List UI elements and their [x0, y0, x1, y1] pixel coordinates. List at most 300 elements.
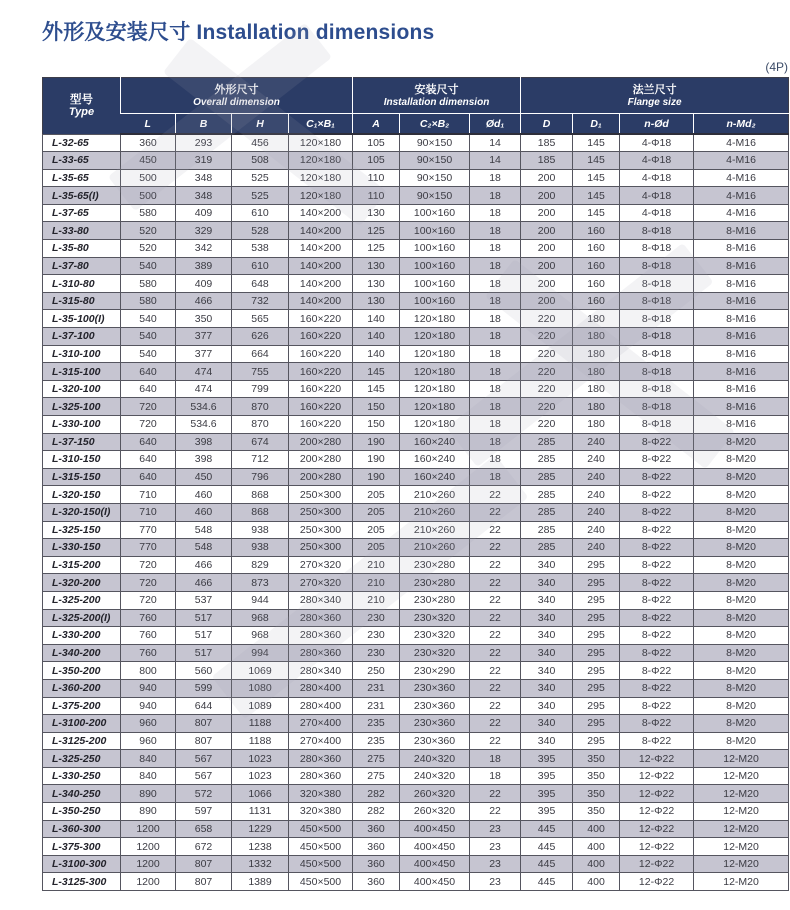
value-cell: 840	[121, 767, 176, 785]
value-cell: 110	[353, 169, 400, 187]
value-cell: 250×300	[289, 486, 353, 504]
value-cell: 517	[176, 609, 232, 627]
table-row	[43, 328, 789, 346]
value-cell: 18	[470, 257, 521, 275]
value-cell: 868	[232, 486, 289, 504]
value-cell: 200	[521, 257, 573, 275]
table-row	[43, 152, 789, 170]
type-cell: L-3125-200	[43, 732, 121, 750]
value-cell: 329	[176, 222, 232, 240]
value-cell: 295	[573, 627, 620, 645]
value-cell: 120×180	[400, 398, 470, 416]
type-cell: L-32-65	[43, 134, 121, 152]
value-cell: 18	[470, 222, 521, 240]
value-cell: 185	[521, 152, 573, 170]
value-cell: 180	[573, 398, 620, 416]
value-cell: 280×340	[289, 662, 353, 680]
value-cell: 540	[121, 328, 176, 346]
value-cell: 870	[232, 398, 289, 416]
value-cell: 120×180	[400, 328, 470, 346]
value-cell: 130	[353, 292, 400, 310]
value-cell: 340	[521, 679, 573, 697]
value-cell: 200	[521, 222, 573, 240]
type-cell: L-325-100	[43, 398, 121, 416]
value-cell: 130	[353, 275, 400, 293]
value-cell: 12-M20	[694, 855, 789, 873]
value-cell: 8-M16	[694, 416, 789, 434]
value-cell: 8-M16	[694, 275, 789, 293]
value-cell: 960	[121, 732, 176, 750]
type-cell: L-37-100	[43, 328, 121, 346]
column-header-B: B	[176, 114, 232, 135]
table-header	[43, 78, 789, 135]
value-cell: 445	[521, 820, 573, 838]
value-cell: 210×260	[400, 539, 470, 557]
value-cell: 160×220	[289, 398, 353, 416]
value-cell: 235	[353, 732, 400, 750]
value-cell: 12-Φ22	[620, 820, 694, 838]
value-cell: 8-M16	[694, 345, 789, 363]
table-row	[43, 363, 789, 381]
value-cell: 8-Φ18	[620, 292, 694, 310]
table-row	[43, 679, 789, 697]
value-cell: 280×360	[289, 627, 353, 645]
value-cell: 90×150	[400, 134, 470, 152]
value-cell: 120×180	[400, 345, 470, 363]
value-cell: 8-Φ22	[620, 644, 694, 662]
value-cell: 350	[573, 750, 620, 768]
value-cell: 275	[353, 750, 400, 768]
value-cell: 580	[121, 292, 176, 310]
value-cell: 460	[176, 503, 232, 521]
value-cell: 230	[353, 627, 400, 645]
value-cell: 8-M20	[694, 715, 789, 733]
table-row	[43, 644, 789, 662]
value-cell: 180	[573, 363, 620, 381]
value-cell: 8-Φ22	[620, 679, 694, 697]
value-cell: 940	[121, 679, 176, 697]
value-cell: 4-M16	[694, 152, 789, 170]
value-cell: 230	[353, 609, 400, 627]
value-cell: 8-M20	[694, 732, 789, 750]
value-cell: 14	[470, 134, 521, 152]
value-cell: 160×220	[289, 310, 353, 328]
value-cell: 282	[353, 803, 400, 821]
group-label-cn: 安装尺寸	[414, 83, 459, 96]
value-cell: 450×500	[289, 838, 353, 856]
value-cell: 340	[521, 574, 573, 592]
header-group-row	[43, 78, 789, 114]
value-cell: 8-Φ22	[620, 732, 694, 750]
value-cell: 540	[121, 257, 176, 275]
value-cell: 567	[176, 767, 232, 785]
value-cell: 22	[470, 591, 521, 609]
value-cell: 250×300	[289, 539, 353, 557]
value-cell: 348	[176, 187, 232, 205]
type-cell: L-3100-200	[43, 715, 121, 733]
value-cell: 8-Φ18	[620, 345, 694, 363]
column-group-overall-dimension	[121, 78, 353, 114]
value-cell: 658	[176, 820, 232, 838]
value-cell: 8-M20	[694, 644, 789, 662]
type-cell: L-320-150	[43, 486, 121, 504]
type-cell: L-325-250	[43, 750, 121, 768]
value-cell: 120×180	[400, 416, 470, 434]
value-cell: 664	[232, 345, 289, 363]
value-cell: 105	[353, 152, 400, 170]
value-cell: 770	[121, 539, 176, 557]
value-cell: 732	[232, 292, 289, 310]
value-cell: 285	[521, 486, 573, 504]
value-cell: 295	[573, 644, 620, 662]
value-cell: 599	[176, 679, 232, 697]
type-cell: L-325-200	[43, 591, 121, 609]
type-cell: L-3100-300	[43, 855, 121, 873]
value-cell: 8-Φ18	[620, 363, 694, 381]
column-group-flange-size	[521, 78, 789, 114]
value-cell: 260×320	[400, 785, 470, 803]
type-cell: L-35-65	[43, 169, 121, 187]
type-cell: L-330-200	[43, 627, 121, 645]
value-cell: 230×360	[400, 697, 470, 715]
value-cell: 280×360	[289, 767, 353, 785]
value-cell: 140×200	[289, 222, 353, 240]
value-cell: 320×380	[289, 785, 353, 803]
value-cell: 968	[232, 609, 289, 627]
value-cell: 8-M20	[694, 468, 789, 486]
value-cell: 540	[121, 345, 176, 363]
value-cell: 8-Φ22	[620, 591, 694, 609]
value-cell: 282	[353, 785, 400, 803]
value-cell: 140	[353, 345, 400, 363]
value-cell: 597	[176, 803, 232, 821]
value-cell: 350	[176, 310, 232, 328]
table-row	[43, 591, 789, 609]
value-cell: 400	[573, 838, 620, 856]
value-cell: 8-M20	[694, 556, 789, 574]
value-cell: 8-M16	[694, 292, 789, 310]
value-cell: 190	[353, 468, 400, 486]
value-cell: 270×320	[289, 574, 353, 592]
value-cell: 340	[521, 591, 573, 609]
value-cell: 22	[470, 679, 521, 697]
value-cell: 240	[573, 503, 620, 521]
value-cell: 205	[353, 521, 400, 539]
value-cell: 450×500	[289, 873, 353, 891]
table-row	[43, 345, 789, 363]
value-cell: 22	[470, 503, 521, 521]
value-cell: 8-Φ22	[620, 662, 694, 680]
value-cell: 960	[121, 715, 176, 733]
group-label-en: Installation dimension	[383, 96, 490, 108]
value-cell: 160×240	[400, 468, 470, 486]
value-cell: 994	[232, 644, 289, 662]
value-cell: 800	[121, 662, 176, 680]
value-cell: 640	[121, 380, 176, 398]
value-cell: 8-M20	[694, 503, 789, 521]
table-row	[43, 662, 789, 680]
value-cell: 500	[121, 187, 176, 205]
value-cell: 145	[573, 134, 620, 152]
value-cell: 870	[232, 416, 289, 434]
value-cell: 150	[353, 416, 400, 434]
value-cell: 8-M20	[694, 662, 789, 680]
value-cell: 220	[521, 380, 573, 398]
value-cell: 145	[573, 187, 620, 205]
value-cell: 240×320	[400, 750, 470, 768]
type-cell: L-325-150	[43, 521, 121, 539]
value-cell: 450	[176, 468, 232, 486]
value-cell: 295	[573, 662, 620, 680]
value-cell: 210	[353, 574, 400, 592]
value-cell: 280×360	[289, 750, 353, 768]
value-cell: 240	[573, 468, 620, 486]
value-cell: 8-Φ18	[620, 398, 694, 416]
table-row	[43, 838, 789, 856]
column-header-n-od: n-Ød	[620, 114, 694, 135]
value-cell: 100×160	[400, 240, 470, 258]
value-cell: 12-M20	[694, 750, 789, 768]
value-cell: 18	[470, 433, 521, 451]
value-cell: 230×280	[400, 556, 470, 574]
value-cell: 8-Φ22	[620, 609, 694, 627]
value-cell: 840	[121, 750, 176, 768]
value-cell: 270×320	[289, 556, 353, 574]
type-cell: L-315-200	[43, 556, 121, 574]
value-cell: 8-M20	[694, 433, 789, 451]
value-cell: 18	[470, 750, 521, 768]
value-cell: 14	[470, 152, 521, 170]
value-cell: 672	[176, 838, 232, 856]
table-row	[43, 275, 789, 293]
value-cell: 445	[521, 855, 573, 873]
value-cell: 4-Φ18	[620, 134, 694, 152]
type-cell: L-33-65	[43, 152, 121, 170]
value-cell: 12-Φ22	[620, 838, 694, 856]
value-cell: 140×200	[289, 275, 353, 293]
value-cell: 4-Φ18	[620, 204, 694, 222]
column-header-L: L	[121, 114, 176, 135]
value-cell: 8-Φ18	[620, 222, 694, 240]
value-cell: 360	[353, 873, 400, 891]
value-cell: 445	[521, 838, 573, 856]
value-cell: 18	[470, 292, 521, 310]
value-cell: 120×180	[400, 380, 470, 398]
group-label-cn: 法兰尺寸	[632, 83, 677, 96]
pole-note: (4P)	[765, 60, 788, 74]
value-cell: 712	[232, 451, 289, 469]
table-row	[43, 134, 789, 152]
value-cell: 100×160	[400, 257, 470, 275]
value-cell: 8-Φ22	[620, 715, 694, 733]
value-cell: 18	[470, 275, 521, 293]
value-cell: 360	[353, 855, 400, 873]
value-cell: 890	[121, 785, 176, 803]
value-cell: 210	[353, 591, 400, 609]
value-cell: 230×280	[400, 591, 470, 609]
value-cell: 525	[232, 169, 289, 187]
value-cell: 90×150	[400, 169, 470, 187]
value-cell: 720	[121, 591, 176, 609]
value-cell: 710	[121, 503, 176, 521]
value-cell: 160	[573, 292, 620, 310]
value-cell: 285	[521, 433, 573, 451]
table-row	[43, 820, 789, 838]
value-cell: 770	[121, 521, 176, 539]
value-cell: 185	[521, 134, 573, 152]
value-cell: 340	[521, 627, 573, 645]
value-cell: 18	[470, 169, 521, 187]
value-cell: 22	[470, 662, 521, 680]
value-cell: 720	[121, 398, 176, 416]
value-cell: 230×320	[400, 627, 470, 645]
value-cell: 534.6	[176, 416, 232, 434]
value-cell: 22	[470, 486, 521, 504]
value-cell: 140	[353, 328, 400, 346]
value-cell: 22	[470, 609, 521, 627]
type-cell: L-33-80	[43, 222, 121, 240]
value-cell: 285	[521, 503, 573, 521]
value-cell: 8-Φ22	[620, 556, 694, 574]
value-cell: 1200	[121, 820, 176, 838]
value-cell: 409	[176, 275, 232, 293]
value-cell: 626	[232, 328, 289, 346]
value-cell: 205	[353, 539, 400, 557]
value-cell: 610	[232, 204, 289, 222]
value-cell: 1188	[232, 715, 289, 733]
value-cell: 8-Φ22	[620, 451, 694, 469]
type-cell: L-35-80	[43, 240, 121, 258]
type-cell: L-320-100	[43, 380, 121, 398]
value-cell: 1200	[121, 873, 176, 891]
value-cell: 720	[121, 556, 176, 574]
type-cell: L-3125-300	[43, 873, 121, 891]
value-cell: 4-M16	[694, 134, 789, 152]
column-header-n-Md2: n-Md₂	[694, 114, 789, 135]
value-cell: 230×290	[400, 662, 470, 680]
value-cell: 230×360	[400, 679, 470, 697]
value-cell: 250×300	[289, 503, 353, 521]
value-cell: 18	[470, 398, 521, 416]
type-cell: L-37-65	[43, 204, 121, 222]
type-cell: L-360-200	[43, 679, 121, 697]
value-cell: 23	[470, 855, 521, 873]
value-cell: 873	[232, 574, 289, 592]
column-header-C1xB1: C₁×B₁	[289, 114, 353, 135]
value-cell: 8-M20	[694, 539, 789, 557]
value-cell: 210×260	[400, 503, 470, 521]
value-cell: 348	[176, 169, 232, 187]
table-row	[43, 503, 789, 521]
value-cell: 720	[121, 574, 176, 592]
value-cell: 445	[521, 873, 573, 891]
value-cell: 22	[470, 803, 521, 821]
value-cell: 295	[573, 697, 620, 715]
table-row	[43, 609, 789, 627]
value-cell: 18	[470, 468, 521, 486]
catalog-page	[42, 16, 788, 891]
value-cell: 398	[176, 433, 232, 451]
value-cell: 8-M16	[694, 328, 789, 346]
value-cell: 120×180	[400, 363, 470, 381]
value-cell: 755	[232, 363, 289, 381]
value-cell: 456	[232, 134, 289, 152]
value-cell: 200	[521, 240, 573, 258]
value-cell: 340	[521, 556, 573, 574]
type-cell: L-325-200(I)	[43, 609, 121, 627]
value-cell: 320×380	[289, 803, 353, 821]
table-row	[43, 556, 789, 574]
value-cell: 319	[176, 152, 232, 170]
value-cell: 145	[573, 204, 620, 222]
value-cell: 8-Φ18	[620, 416, 694, 434]
value-cell: 22	[470, 521, 521, 539]
value-cell: 8-M20	[694, 591, 789, 609]
value-cell: 285	[521, 468, 573, 486]
value-cell: 260×320	[400, 803, 470, 821]
value-cell: 395	[521, 750, 573, 768]
table-row	[43, 468, 789, 486]
value-cell: 285	[521, 521, 573, 539]
value-cell: 538	[232, 240, 289, 258]
value-cell: 130	[353, 257, 400, 275]
value-cell: 572	[176, 785, 232, 803]
value-cell: 8-M20	[694, 521, 789, 539]
value-cell: 120×180	[400, 310, 470, 328]
value-cell: 295	[573, 732, 620, 750]
value-cell: 140×200	[289, 204, 353, 222]
value-cell: 340	[521, 715, 573, 733]
value-cell: 8-M20	[694, 486, 789, 504]
type-header-en: Type	[68, 105, 95, 118]
value-cell: 105	[353, 134, 400, 152]
value-cell: 190	[353, 451, 400, 469]
table-row	[43, 380, 789, 398]
value-cell: 8-Φ22	[620, 697, 694, 715]
value-cell: 140×200	[289, 292, 353, 310]
table-row	[43, 767, 789, 785]
value-cell: 377	[176, 328, 232, 346]
table-row	[43, 451, 789, 469]
value-cell: 12-M20	[694, 803, 789, 821]
value-cell: 190	[353, 433, 400, 451]
value-cell: 1238	[232, 838, 289, 856]
value-cell: 22	[470, 627, 521, 645]
value-cell: 400×450	[400, 873, 470, 891]
value-cell: 4-M16	[694, 169, 789, 187]
type-cell: L-37-80	[43, 257, 121, 275]
value-cell: 23	[470, 838, 521, 856]
value-cell: 528	[232, 222, 289, 240]
value-cell: 220	[521, 310, 573, 328]
value-cell: 200	[521, 292, 573, 310]
table-row	[43, 732, 789, 750]
table-row	[43, 169, 789, 187]
value-cell: 145	[353, 380, 400, 398]
value-cell: 674	[232, 433, 289, 451]
table-row	[43, 574, 789, 592]
value-cell: 145	[573, 169, 620, 187]
value-cell: 1023	[232, 767, 289, 785]
value-cell: 466	[176, 292, 232, 310]
value-cell: 240	[573, 486, 620, 504]
value-cell: 517	[176, 627, 232, 645]
value-cell: 8-M20	[694, 574, 789, 592]
value-cell: 534.6	[176, 398, 232, 416]
value-cell: 230	[353, 644, 400, 662]
type-cell: L-310-100	[43, 345, 121, 363]
value-cell: 120×180	[289, 134, 353, 152]
